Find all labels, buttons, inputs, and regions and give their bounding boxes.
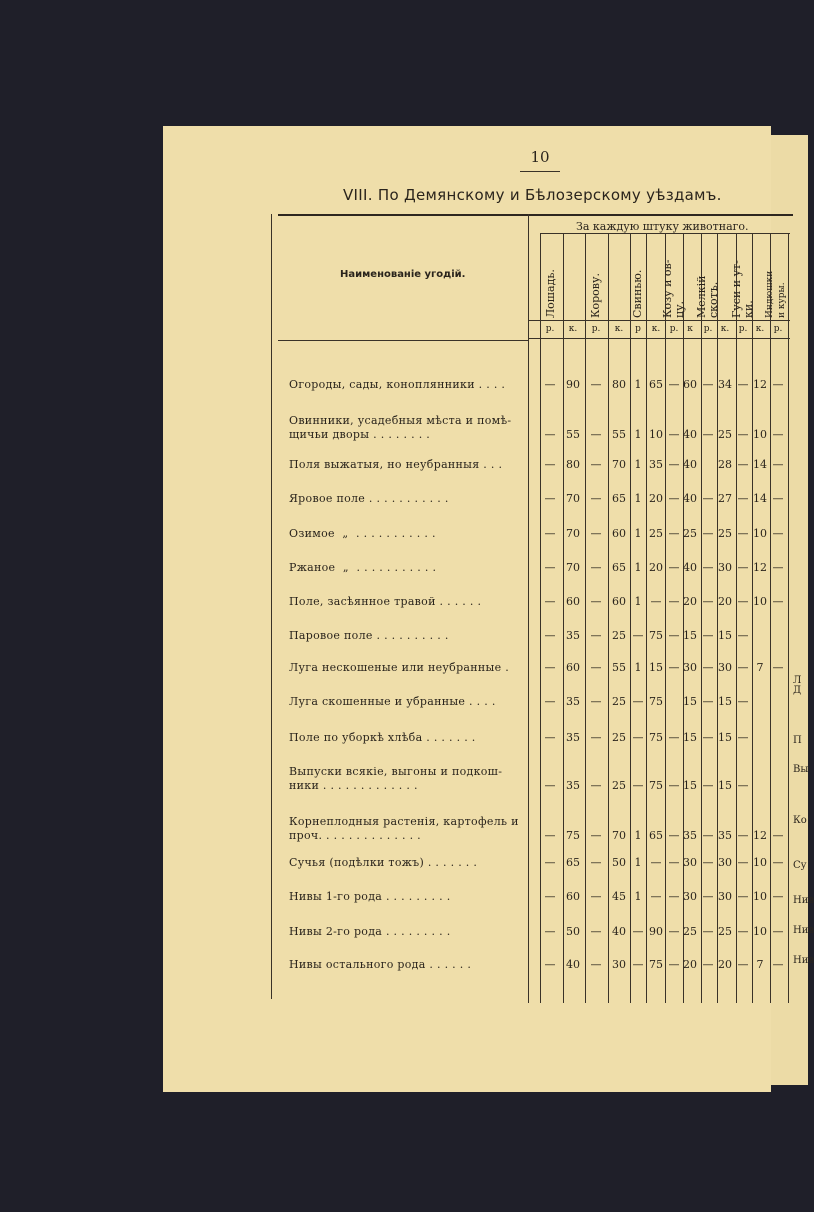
table-cell: 15 bbox=[718, 695, 732, 708]
table-vertical-rule bbox=[736, 233, 737, 1003]
table-cell: — bbox=[737, 695, 749, 708]
table-cell: — bbox=[590, 856, 602, 869]
table-vertical-rule bbox=[701, 233, 702, 1003]
table-cell: 65 bbox=[612, 561, 626, 574]
row-label: Нивы 1-го рода . . . . . . . . . bbox=[289, 890, 451, 903]
table-cell: — bbox=[772, 661, 784, 674]
column-header-1: Лошадь. bbox=[544, 269, 557, 318]
table-cell: 1 bbox=[634, 661, 642, 674]
table-vertical-rule bbox=[717, 233, 718, 1003]
table-top-rule bbox=[278, 214, 793, 216]
table-cell: — bbox=[668, 925, 680, 938]
table-cell: — bbox=[772, 925, 784, 938]
table-cell: — bbox=[544, 629, 556, 642]
table-cell: — bbox=[590, 890, 602, 903]
table-cell: — bbox=[590, 829, 602, 842]
next-page-fragment: Нив bbox=[793, 955, 814, 966]
next-page-fragment: Су bbox=[793, 860, 807, 871]
table-cell: 75 bbox=[649, 731, 663, 744]
table-cell: 1 bbox=[634, 492, 642, 505]
table-cell: 40 bbox=[683, 428, 697, 441]
table-cell: 90 bbox=[649, 925, 663, 938]
table-cell: — bbox=[772, 458, 784, 471]
table-cell: 60 bbox=[683, 378, 697, 391]
table-cell: — bbox=[544, 527, 556, 540]
table-cell: 75 bbox=[649, 779, 663, 792]
row-label: Нивы остального рода . . . . . . bbox=[289, 958, 472, 971]
table-cell: — bbox=[590, 492, 602, 505]
table-cell: — bbox=[544, 428, 556, 441]
next-page-fragment: Нив bbox=[793, 925, 814, 936]
table-cell: 75 bbox=[566, 829, 580, 842]
table-cell: 40 bbox=[683, 492, 697, 505]
table-cell: 15 bbox=[718, 779, 732, 792]
table-vertical-rule bbox=[646, 233, 647, 1003]
table-cell: 10 bbox=[753, 890, 767, 903]
table-cell: 27 bbox=[718, 492, 732, 505]
table-vertical-rule bbox=[608, 233, 609, 1003]
table-cell: 70 bbox=[566, 492, 580, 505]
row-label: Ржаное „ . . . . . . . . . . . bbox=[289, 561, 437, 574]
table-cell: — bbox=[590, 661, 602, 674]
table-cell: 35 bbox=[566, 731, 580, 744]
column-header-4: Козу и ов- цу. bbox=[661, 259, 686, 318]
table-cell: — bbox=[737, 661, 749, 674]
table-vertical-rule bbox=[788, 233, 789, 1003]
next-page-fragment: Вы bbox=[793, 764, 809, 775]
table-cell: 75 bbox=[649, 958, 663, 971]
table-cell: — bbox=[702, 958, 714, 971]
table-cell: — bbox=[702, 779, 714, 792]
table-vertical-rule bbox=[630, 233, 631, 1003]
table-cell: — bbox=[544, 779, 556, 792]
table-cell: — bbox=[632, 958, 644, 971]
table-cell: 15 bbox=[683, 629, 697, 642]
table-cell: 20 bbox=[649, 492, 663, 505]
table-cell: — bbox=[544, 925, 556, 938]
table-cell: 20 bbox=[649, 561, 663, 574]
table-cell: 10 bbox=[753, 856, 767, 869]
table-cell: 15 bbox=[649, 661, 663, 674]
table-cell: 25 bbox=[683, 527, 697, 540]
table-cell: — bbox=[737, 492, 749, 505]
table-units-rule-top bbox=[528, 320, 790, 321]
column-header-7: Индюшки и куры. bbox=[765, 270, 787, 318]
land-type-header: Наименованіе угодій. bbox=[340, 269, 466, 280]
column-header-2: Корову. bbox=[589, 273, 602, 318]
next-page-fragment: Ко bbox=[793, 815, 807, 826]
table-cell: — bbox=[544, 856, 556, 869]
unit-label: р. bbox=[773, 324, 783, 334]
table-cell: 20 bbox=[683, 958, 697, 971]
table-cell: 7 bbox=[756, 958, 764, 971]
table-cell: — bbox=[737, 561, 749, 574]
table-cell: — bbox=[737, 829, 749, 842]
table-cell: — bbox=[632, 731, 644, 744]
table-cell: — bbox=[737, 731, 749, 744]
next-page-fragment: Д bbox=[793, 685, 802, 696]
table-cell: — bbox=[632, 925, 644, 938]
row-label: Озимое „ . . . . . . . . . . . bbox=[289, 527, 436, 540]
table-cell: — bbox=[650, 595, 662, 608]
table-cell: — bbox=[737, 428, 749, 441]
table-cell: — bbox=[668, 629, 680, 642]
table-cell: — bbox=[668, 779, 680, 792]
table-cell: — bbox=[772, 890, 784, 903]
table-cell: 15 bbox=[718, 731, 732, 744]
page-number-rule bbox=[520, 171, 560, 172]
table-cell: 60 bbox=[566, 595, 580, 608]
table-cell: — bbox=[590, 595, 602, 608]
table-cell: 35 bbox=[649, 458, 663, 471]
table-cell: 15 bbox=[683, 695, 697, 708]
table-vertical-rule bbox=[271, 214, 272, 999]
table-vertical-rule bbox=[585, 233, 586, 1003]
table-cell: 15 bbox=[683, 779, 697, 792]
table-cell: — bbox=[590, 378, 602, 391]
table-cell: — bbox=[737, 527, 749, 540]
table-cell: 75 bbox=[649, 695, 663, 708]
table-cell: 25 bbox=[612, 731, 626, 744]
table-cell: 20 bbox=[718, 595, 732, 608]
table-cell: 12 bbox=[753, 829, 767, 842]
table-cell: 60 bbox=[612, 527, 626, 540]
table-cell: 70 bbox=[566, 527, 580, 540]
unit-label: к. bbox=[568, 324, 578, 334]
table-cell: 65 bbox=[649, 829, 663, 842]
table-cell: — bbox=[772, 829, 784, 842]
table-cell: 10 bbox=[649, 428, 663, 441]
table-cell: — bbox=[668, 958, 680, 971]
row-label: Нивы 2-го рода . . . . . . . . . bbox=[289, 925, 451, 938]
unit-label: р. bbox=[591, 324, 601, 334]
row-label: Поля выжатыя, но неубранныя . . . bbox=[289, 458, 503, 471]
table-cell: — bbox=[668, 458, 680, 471]
table-cell: — bbox=[668, 561, 680, 574]
table-cell: 30 bbox=[718, 856, 732, 869]
table-subheader-rule bbox=[540, 233, 790, 234]
row-label: Луга скошенные и убранные . . . . bbox=[289, 695, 496, 708]
table-cell: — bbox=[590, 527, 602, 540]
row-label: Овинники, усадебныя мѣста и помѣ- щичьи дворы . . . . . . . . bbox=[289, 414, 512, 441]
table-cell: 75 bbox=[649, 629, 663, 642]
table-cell: — bbox=[590, 731, 602, 744]
table-cell: — bbox=[737, 958, 749, 971]
table-cell: 25 bbox=[612, 779, 626, 792]
table-cell: 55 bbox=[612, 428, 626, 441]
table-cell: — bbox=[544, 458, 556, 471]
table-cell: 30 bbox=[718, 890, 732, 903]
table-cell: — bbox=[668, 731, 680, 744]
table-cell: 20 bbox=[683, 595, 697, 608]
table-cell: — bbox=[668, 829, 680, 842]
table-cell: — bbox=[772, 856, 784, 869]
table-cell: — bbox=[702, 731, 714, 744]
table-cell: 35 bbox=[566, 779, 580, 792]
unit-label: к. bbox=[614, 324, 624, 334]
table-header-bottom-rule bbox=[278, 340, 528, 341]
unit-label: к bbox=[687, 324, 693, 334]
table-cell: — bbox=[702, 695, 714, 708]
table-cell: — bbox=[702, 661, 714, 674]
table-cell: — bbox=[668, 428, 680, 441]
row-label: Паровое поле . . . . . . . . . . bbox=[289, 629, 449, 642]
table-cell: — bbox=[702, 829, 714, 842]
table-cell: 40 bbox=[566, 958, 580, 971]
row-label: Яровое поле . . . . . . . . . . . bbox=[289, 492, 449, 505]
table-cell: 34 bbox=[718, 378, 732, 391]
table-cell: 30 bbox=[718, 661, 732, 674]
table-cell: 30 bbox=[612, 958, 626, 971]
table-cell: — bbox=[668, 527, 680, 540]
table-cell: 15 bbox=[718, 629, 732, 642]
table-cell: — bbox=[544, 492, 556, 505]
table-cell: 25 bbox=[612, 629, 626, 642]
table-cell: — bbox=[702, 492, 714, 505]
table-cell: — bbox=[702, 629, 714, 642]
table-cell: 28 bbox=[718, 458, 732, 471]
table-cell: 1 bbox=[634, 829, 642, 842]
table-cell: — bbox=[668, 661, 680, 674]
table-cell: — bbox=[772, 527, 784, 540]
table-cell: — bbox=[650, 856, 662, 869]
unit-label: р. bbox=[703, 324, 713, 334]
table-cell: — bbox=[544, 378, 556, 391]
table-cell: — bbox=[668, 595, 680, 608]
table-cell: — bbox=[772, 561, 784, 574]
row-label: Поле по уборкѣ хлѣба . . . . . . . bbox=[289, 731, 476, 744]
table-cell: 65 bbox=[649, 378, 663, 391]
table-cell: — bbox=[590, 428, 602, 441]
table-cell: 80 bbox=[612, 378, 626, 391]
table-cell: — bbox=[632, 629, 644, 642]
table-cell: 40 bbox=[683, 561, 697, 574]
next-page-fragment: Л bbox=[793, 675, 802, 686]
table-cell: 60 bbox=[566, 661, 580, 674]
table-cell: 12 bbox=[753, 561, 767, 574]
table-cell: — bbox=[668, 890, 680, 903]
unit-label: р. bbox=[669, 324, 679, 334]
table-cell: — bbox=[702, 561, 714, 574]
table-cell: — bbox=[544, 561, 556, 574]
page-number: 10 bbox=[530, 148, 550, 166]
table-cell: 10 bbox=[753, 527, 767, 540]
row-label: Корнеплодныя растенія, картофель и проч. . . . . . . . . . . . . . bbox=[289, 815, 519, 842]
table-cell: 35 bbox=[683, 829, 697, 842]
column-header-3: Свинью. bbox=[631, 269, 644, 318]
table-cell: — bbox=[772, 492, 784, 505]
table-cell: 70 bbox=[566, 561, 580, 574]
table-cell: — bbox=[737, 779, 749, 792]
table-cell: 35 bbox=[566, 695, 580, 708]
table-cell: — bbox=[544, 890, 556, 903]
table-cell: 30 bbox=[683, 661, 697, 674]
table-cell: 30 bbox=[683, 890, 697, 903]
table-cell: 10 bbox=[753, 428, 767, 441]
column-header-6: Гуси и ут- ки. bbox=[730, 260, 755, 318]
table-cell: 1 bbox=[634, 595, 642, 608]
table-cell: 35 bbox=[718, 829, 732, 842]
table-cell: 45 bbox=[612, 890, 626, 903]
table-cell: 20 bbox=[718, 958, 732, 971]
table-cell: 12 bbox=[753, 378, 767, 391]
table-cell: — bbox=[737, 378, 749, 391]
table-cell: — bbox=[737, 925, 749, 938]
table-cell: — bbox=[544, 661, 556, 674]
table-cell: 25 bbox=[649, 527, 663, 540]
table-cell: 25 bbox=[718, 428, 732, 441]
next-page-fragment: Нив bbox=[793, 895, 814, 906]
table-cell: 1 bbox=[634, 890, 642, 903]
table-cell: — bbox=[590, 561, 602, 574]
table-cell: 55 bbox=[612, 661, 626, 674]
table-vertical-rule bbox=[528, 214, 529, 1003]
table-cell: — bbox=[632, 779, 644, 792]
unit-label: к. bbox=[720, 324, 730, 334]
table-cell: — bbox=[772, 595, 784, 608]
row-label: Огороды, сады, коноплянники . . . . bbox=[289, 378, 506, 391]
unit-label: к. bbox=[755, 324, 765, 334]
table-cell: 14 bbox=[753, 458, 767, 471]
table-cell: — bbox=[544, 829, 556, 842]
table-cell: — bbox=[544, 695, 556, 708]
table-cell: — bbox=[590, 925, 602, 938]
table-cell: 14 bbox=[753, 492, 767, 505]
table-cell: — bbox=[737, 458, 749, 471]
table-cell: 25 bbox=[612, 695, 626, 708]
row-label: Сучья (подѣлки тожъ) . . . . . . . bbox=[289, 856, 478, 869]
table-units-rule-bottom bbox=[528, 338, 790, 339]
table-cell: — bbox=[702, 890, 714, 903]
table-vertical-rule bbox=[540, 233, 541, 1003]
column-header-5: Мелкій скотъ. bbox=[695, 275, 720, 318]
table-cell: — bbox=[544, 958, 556, 971]
unit-label: к. bbox=[651, 324, 661, 334]
unit-label: р. bbox=[738, 324, 748, 334]
table-cell: — bbox=[702, 856, 714, 869]
table-cell: 65 bbox=[566, 856, 580, 869]
row-label: Поле, засѣянное травой . . . . . . bbox=[289, 595, 482, 608]
table-cell: 30 bbox=[718, 561, 732, 574]
table-cell: 25 bbox=[718, 925, 732, 938]
table-cell: — bbox=[590, 695, 602, 708]
table-cell: — bbox=[702, 428, 714, 441]
table-cell: — bbox=[544, 731, 556, 744]
table-cell: — bbox=[737, 629, 749, 642]
table-cell: 60 bbox=[566, 890, 580, 903]
table-cell: 50 bbox=[566, 925, 580, 938]
table-cell: — bbox=[772, 958, 784, 971]
table-cell: — bbox=[590, 629, 602, 642]
table-cell: 35 bbox=[566, 629, 580, 642]
table-cell: — bbox=[702, 595, 714, 608]
table-cell: 1 bbox=[634, 458, 642, 471]
table-cell: — bbox=[737, 595, 749, 608]
table-cell: — bbox=[544, 595, 556, 608]
table-cell: — bbox=[702, 925, 714, 938]
table-cell: — bbox=[668, 378, 680, 391]
table-cell: 65 bbox=[612, 492, 626, 505]
page-title: VIII. По Демянскому и Бѣлозерскому уѣздамъ. bbox=[343, 186, 722, 204]
table-cell: 1 bbox=[634, 378, 642, 391]
table-cell: — bbox=[668, 856, 680, 869]
table-cell: 60 bbox=[612, 595, 626, 608]
table-cell: — bbox=[590, 958, 602, 971]
per-animal-header: За каждую штуку животнаго. bbox=[576, 220, 749, 233]
table-cell: 70 bbox=[612, 829, 626, 842]
table-cell: — bbox=[590, 458, 602, 471]
table-cell: 70 bbox=[612, 458, 626, 471]
table-cell: — bbox=[590, 779, 602, 792]
row-label: Луга нескошеные или неубранные . bbox=[289, 661, 510, 674]
row-label: Выпуски всякіе, выгоны и подкош- ники . . . . . . . . . . . . . bbox=[289, 765, 503, 792]
table-cell: — bbox=[702, 378, 714, 391]
table-cell: — bbox=[668, 492, 680, 505]
table-vertical-rule bbox=[665, 233, 666, 1003]
table-cell: 1 bbox=[634, 527, 642, 540]
next-page-fragment: П bbox=[793, 735, 802, 746]
table-cell: 90 bbox=[566, 378, 580, 391]
table-cell: 1 bbox=[634, 856, 642, 869]
table-cell: — bbox=[702, 527, 714, 540]
table-vertical-rule bbox=[683, 233, 684, 1003]
table-cell: 15 bbox=[683, 731, 697, 744]
table-cell: 50 bbox=[612, 856, 626, 869]
table-cell: 10 bbox=[753, 595, 767, 608]
table-cell: — bbox=[632, 695, 644, 708]
table-cell: 80 bbox=[566, 458, 580, 471]
unit-label: р. bbox=[545, 324, 555, 334]
table-cell: — bbox=[772, 378, 784, 391]
table-cell: — bbox=[650, 890, 662, 903]
table-cell: 30 bbox=[683, 856, 697, 869]
table-cell: 1 bbox=[634, 428, 642, 441]
table-vertical-rule bbox=[770, 233, 771, 1003]
table-cell: 40 bbox=[683, 458, 697, 471]
table-vertical-rule bbox=[563, 233, 564, 1003]
table-cell: 1 bbox=[634, 561, 642, 574]
unit-label: р bbox=[635, 324, 641, 334]
table-cell: — bbox=[772, 428, 784, 441]
table-cell: 55 bbox=[566, 428, 580, 441]
table-cell: 10 bbox=[753, 925, 767, 938]
table-cell: 7 bbox=[756, 661, 764, 674]
table-vertical-rule bbox=[752, 233, 753, 1003]
table-cell: 25 bbox=[683, 925, 697, 938]
table-cell: — bbox=[737, 890, 749, 903]
table-cell: 40 bbox=[612, 925, 626, 938]
table-cell: — bbox=[737, 856, 749, 869]
table-cell: 25 bbox=[718, 527, 732, 540]
